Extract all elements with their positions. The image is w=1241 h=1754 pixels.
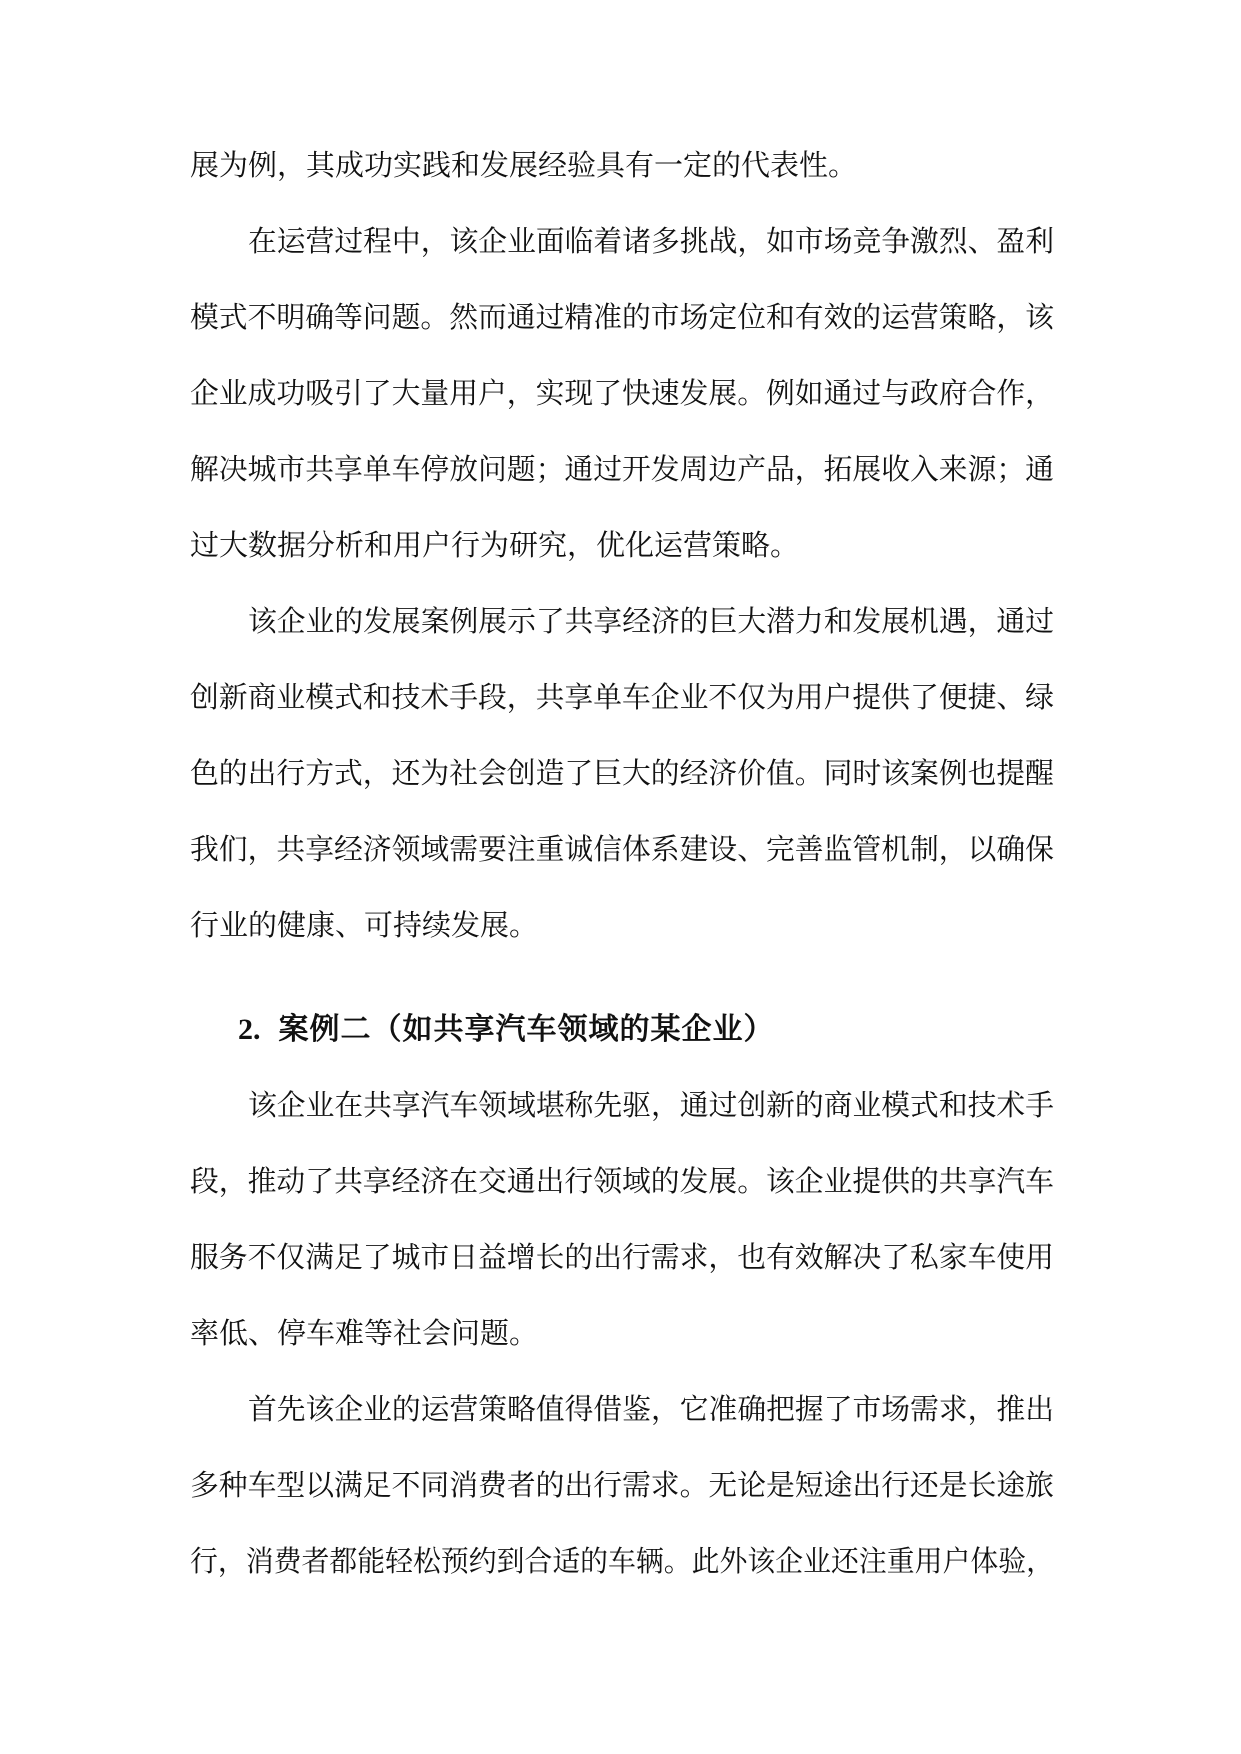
text-line-content: 首先该企业的运营策略值得借鉴，它准确把握了市场需求，推出 <box>248 1394 1054 1426</box>
text-line <box>190 356 1054 432</box>
heading-number: 2. <box>238 1013 261 1046</box>
text-line-content: 展为例，其成功实践和发展经验具有一定的代表性。 <box>190 150 858 182</box>
paragraph <box>190 1372 1054 1600</box>
text-line-content: 模式不明确等问题。然而通过精准的市场定位和有效的运营策略，该 <box>190 302 1054 334</box>
text-line <box>190 1524 1054 1600</box>
paragraph <box>190 204 1054 584</box>
text-line-content: 多种车型以满足不同消费者的出行需求。无论是短途出行还是长途旅 <box>190 1470 1054 1502</box>
text-line-content: 该企业的发展案例展示了共享经济的巨大潜力和发展机遇，通过 <box>248 606 1054 638</box>
text-line-content: 在运营过程中，该企业面临着诸多挑战，如市场竞争激烈、盈利 <box>248 226 1054 258</box>
text-line <box>190 432 1054 508</box>
text-line <box>190 1448 1054 1524</box>
text-line-content: 服务不仅满足了城市日益增长的出行需求，也有效解决了私家车使用 <box>190 1242 1054 1274</box>
text-line-content: 色的出行方式，还为社会创造了巨大的经济价值。同时该案例也提醒 <box>190 758 1054 790</box>
text-column <box>190 128 1054 1600</box>
text-line-content: 行业的健康、可持续发展。 <box>190 910 539 942</box>
text-line-content: 过大数据分析和用户行为研究，优化运营策略。 <box>190 530 800 562</box>
text-line <box>190 1220 1054 1296</box>
text-line-content: 我们，共享经济领域需要注重诚信体系建设、完善监管机制，以确保 <box>190 834 1054 866</box>
text-line <box>190 812 1054 888</box>
text-line <box>190 128 1054 204</box>
text-line <box>190 1296 1054 1372</box>
paragraph <box>190 128 1054 204</box>
text-line <box>190 280 1054 356</box>
text-line <box>190 1372 1054 1448</box>
text-line <box>190 1144 1054 1220</box>
text-line <box>190 660 1054 736</box>
text-line-content: 率低、停车难等社会问题。 <box>190 1318 539 1350</box>
text-line-content: 该企业在共享汽车领域堪称先驱，通过创新的商业模式和技术手 <box>248 1090 1054 1122</box>
heading-title: 案例二（如共享汽车领域的某企业） <box>278 1013 775 1046</box>
text-line-content: 企业成功吸引了大量用户，实现了快速发展。例如通过与政府合作， <box>190 378 1054 410</box>
text-line-content: 创新商业模式和技术手段，共享单车企业不仅为用户提供了便捷、绿 <box>190 682 1054 714</box>
text-line-content: 行，消费者都能轻松预约到合适的车辆。此外该企业还注重用户体验， <box>190 1546 1054 1578</box>
text-line <box>190 508 1054 584</box>
text-line <box>190 204 1054 280</box>
text-line <box>190 1068 1054 1144</box>
text-line <box>190 888 1054 964</box>
section-heading <box>190 992 1054 1068</box>
paragraph <box>190 1068 1054 1372</box>
text-line <box>190 584 1054 660</box>
paragraph <box>190 584 1054 964</box>
text-line <box>190 736 1054 812</box>
text-line-content: 解决城市共享单车停放问题；通过开发周边产品，拓展收入来源；通 <box>190 454 1054 486</box>
text-line-content: 段，推动了共享经济在交通出行领域的发展。该企业提供的共享汽车 <box>190 1166 1054 1198</box>
